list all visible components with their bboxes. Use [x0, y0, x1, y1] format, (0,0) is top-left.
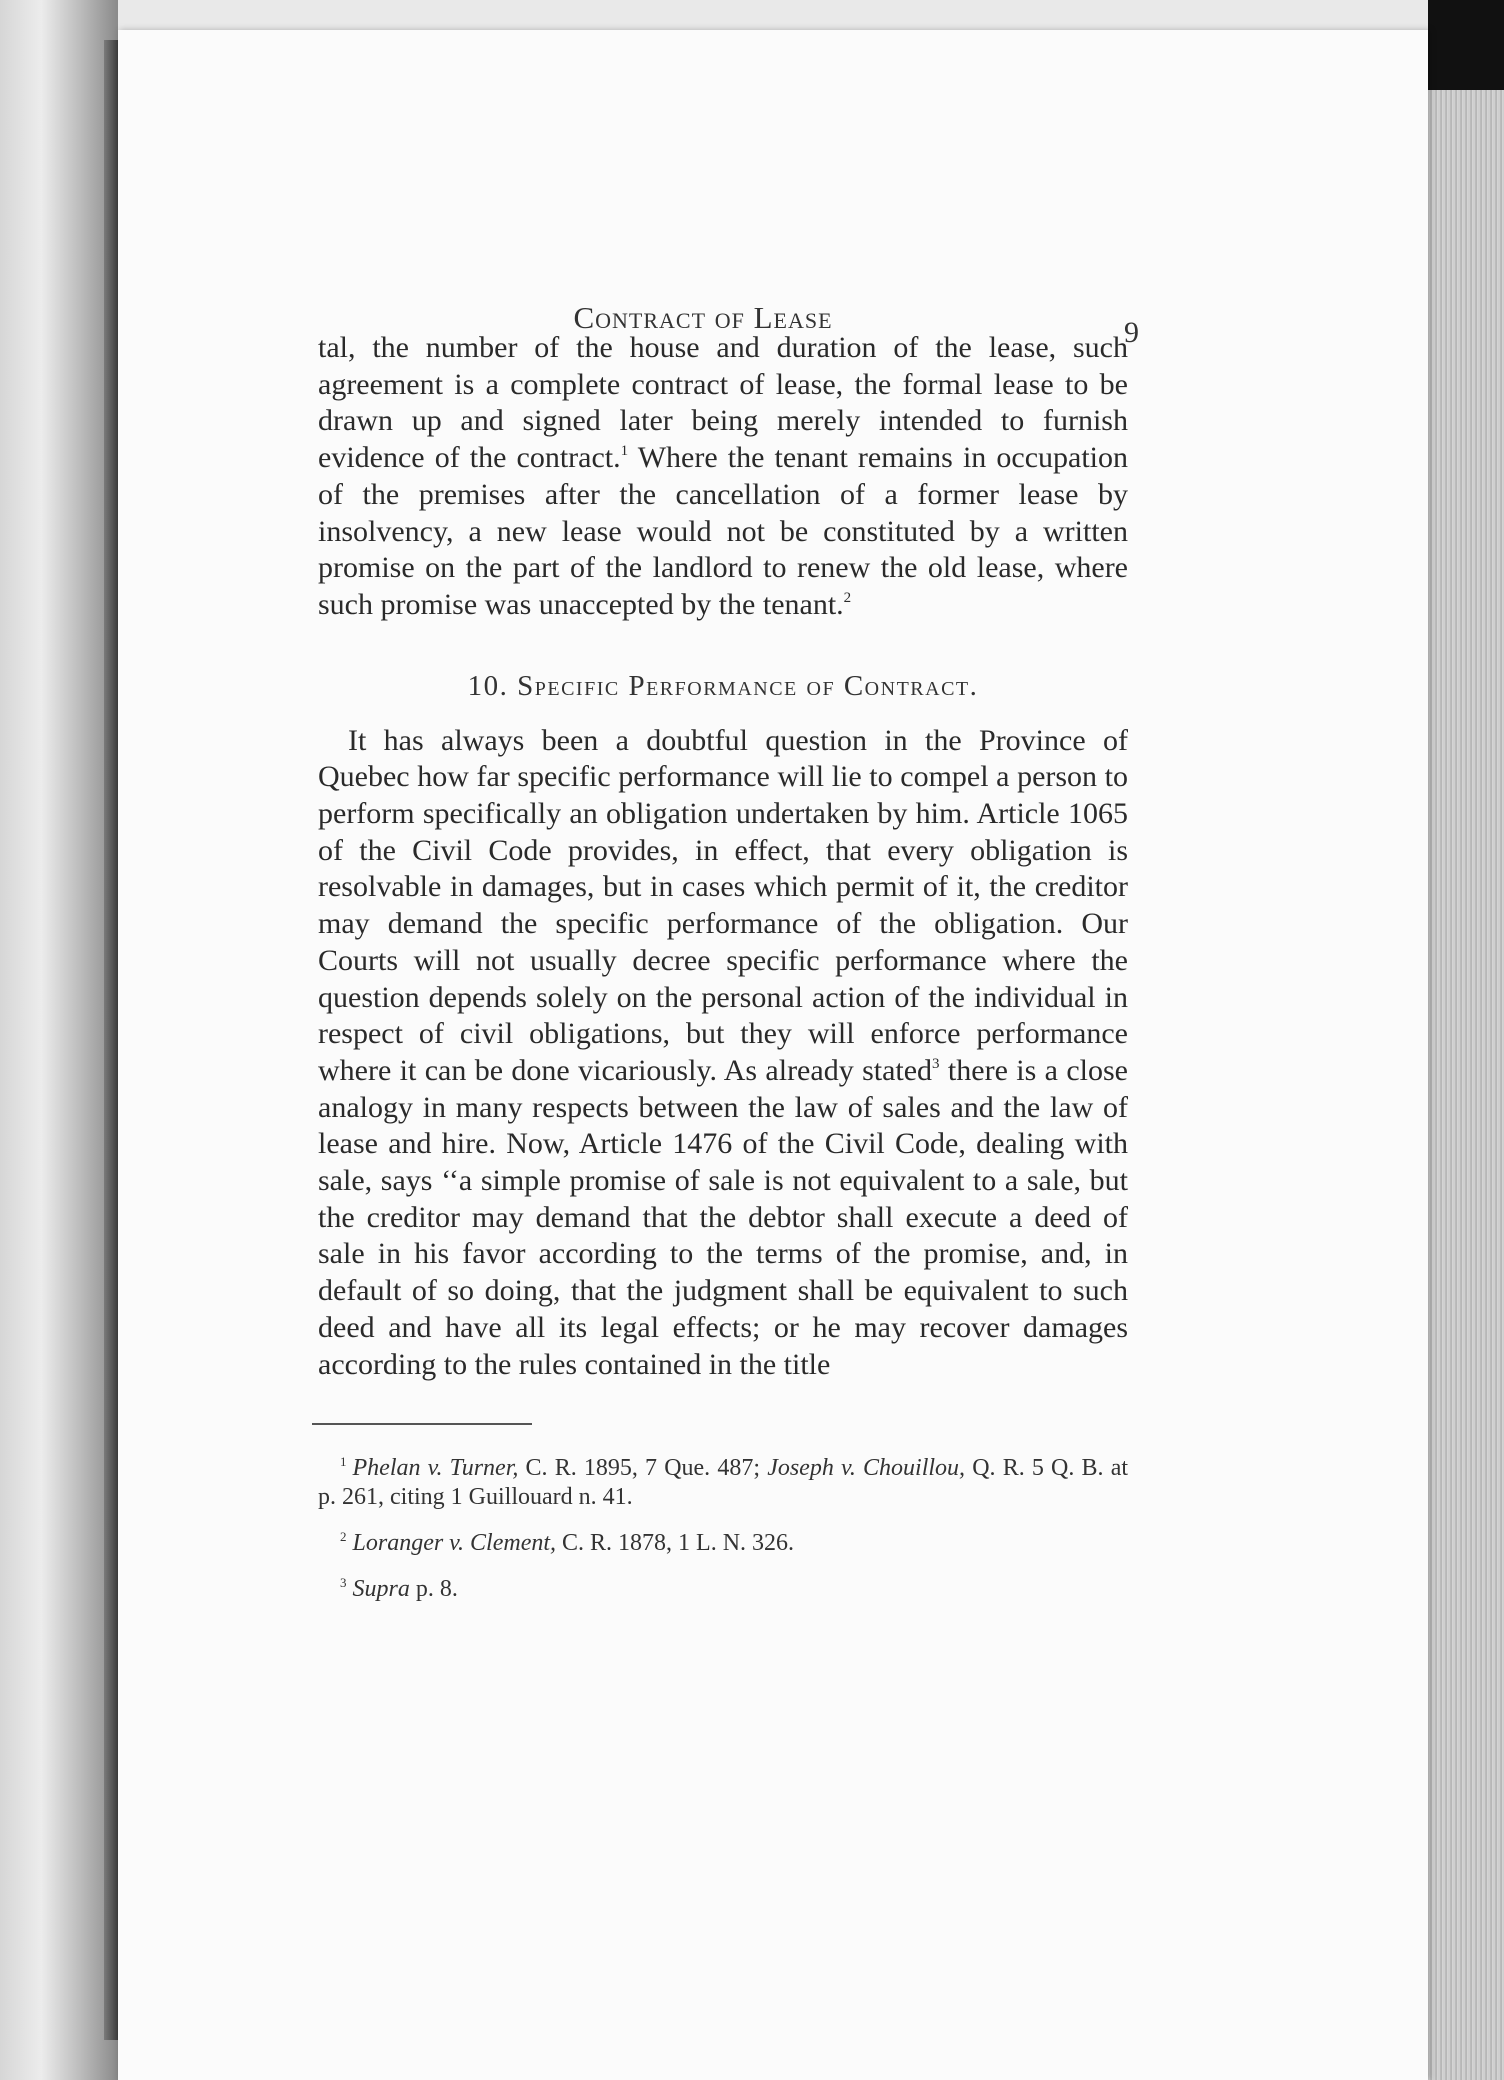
paragraph-text: Where the tenant remains in occupation of the premises after the cancellation of a former lease by insolvency, a new lease would not be constituted by a written promise on the part of the landlord to renew the old lease, where such promise was unaccepted by the tenant.: [318, 441, 1128, 621]
book-page: [118, 30, 1428, 2080]
paragraph-text: there is a close analogy in many respects between the law of sales and the law of lease and hire. Now, Article 1476 of the Civil Code, dealing with sale, says ‘‘a simple promise of sale is not equivalent to a sale, but the creditor may demand that the debtor shall execute a deed of sale in his favor according to the terms of the promise, and, in default of so doing, that the judgment shall be equivalent to such deed and have all its legal effects; or he may recover damages according to the rules contained in the title: [318, 1053, 1128, 1381]
footnote-1: [318, 1447, 1128, 1512]
page-number: 9: [1124, 316, 1140, 349]
scan-background-corner: [1428, 0, 1504, 100]
footnote-ref-1: 1: [620, 443, 629, 460]
paragraph-text: It has always been a doubtful question in the Province of Quebec how far specific performance will lie to compel a person to perform specifically an obligation undertaken by him. Article 1065 of the Civil Code provides, in effect, that every obligation is resolvable in damages, but in cases which permit of it, the creditor may demand the specific performance of the obligation. Our Courts will not usually decree specific performance where the question depends solely on the personal action of the individual in respect of civil obligations, but they will enforce performance where it can be done vicariously. As already stated: [318, 723, 1128, 1087]
page-content: [318, 270, 1140, 1614]
citation: Q. R. 5 Q. B. at p. 261, citing 1 Guillouard n. 41.: [318, 1455, 1129, 1511]
citation: C. R. 1878, 1 L. N. 326.: [556, 1530, 795, 1557]
running-head: [318, 270, 1140, 349]
case-name: Supra: [352, 1576, 410, 1603]
footnote-number: 1: [340, 1454, 347, 1470]
case-name: Loranger v. Clement,: [352, 1530, 557, 1557]
footnote-number: 3: [340, 1575, 347, 1591]
footnote-divider: [312, 1423, 532, 1425]
footnote-3: [318, 1568, 1128, 1604]
footnote-number: 2: [340, 1529, 347, 1545]
citation: C. R. 1895, 7 Que. 487;: [518, 1455, 768, 1482]
case-name: Joseph v. Chouillou,: [767, 1455, 966, 1482]
case-name: Phelan v. Turner,: [352, 1455, 519, 1482]
previous-page-edge: [0, 0, 118, 2080]
paragraph-text: tal, the number of the house and duration of the lease, such agreement is a complete contract of lease, the formal lease to be drawn up and signed later being merely intended to furnish evidence of the contract.: [318, 331, 1128, 475]
section-heading: 10. Specific Performance of Contract.: [467, 669, 979, 702]
page-stack-edges: [1428, 90, 1504, 2080]
footnote-2: [318, 1522, 1128, 1558]
citation: p. 8.: [409, 1576, 458, 1603]
book-gutter: [104, 40, 118, 2040]
footnote-ref-2: 2: [843, 589, 852, 606]
paragraph-continued: [318, 330, 1128, 624]
running-head-title: Contract of Lease: [573, 300, 833, 335]
footnote-ref-3: 3: [932, 1055, 940, 1072]
paragraph-specific-performance: [318, 723, 1128, 1384]
